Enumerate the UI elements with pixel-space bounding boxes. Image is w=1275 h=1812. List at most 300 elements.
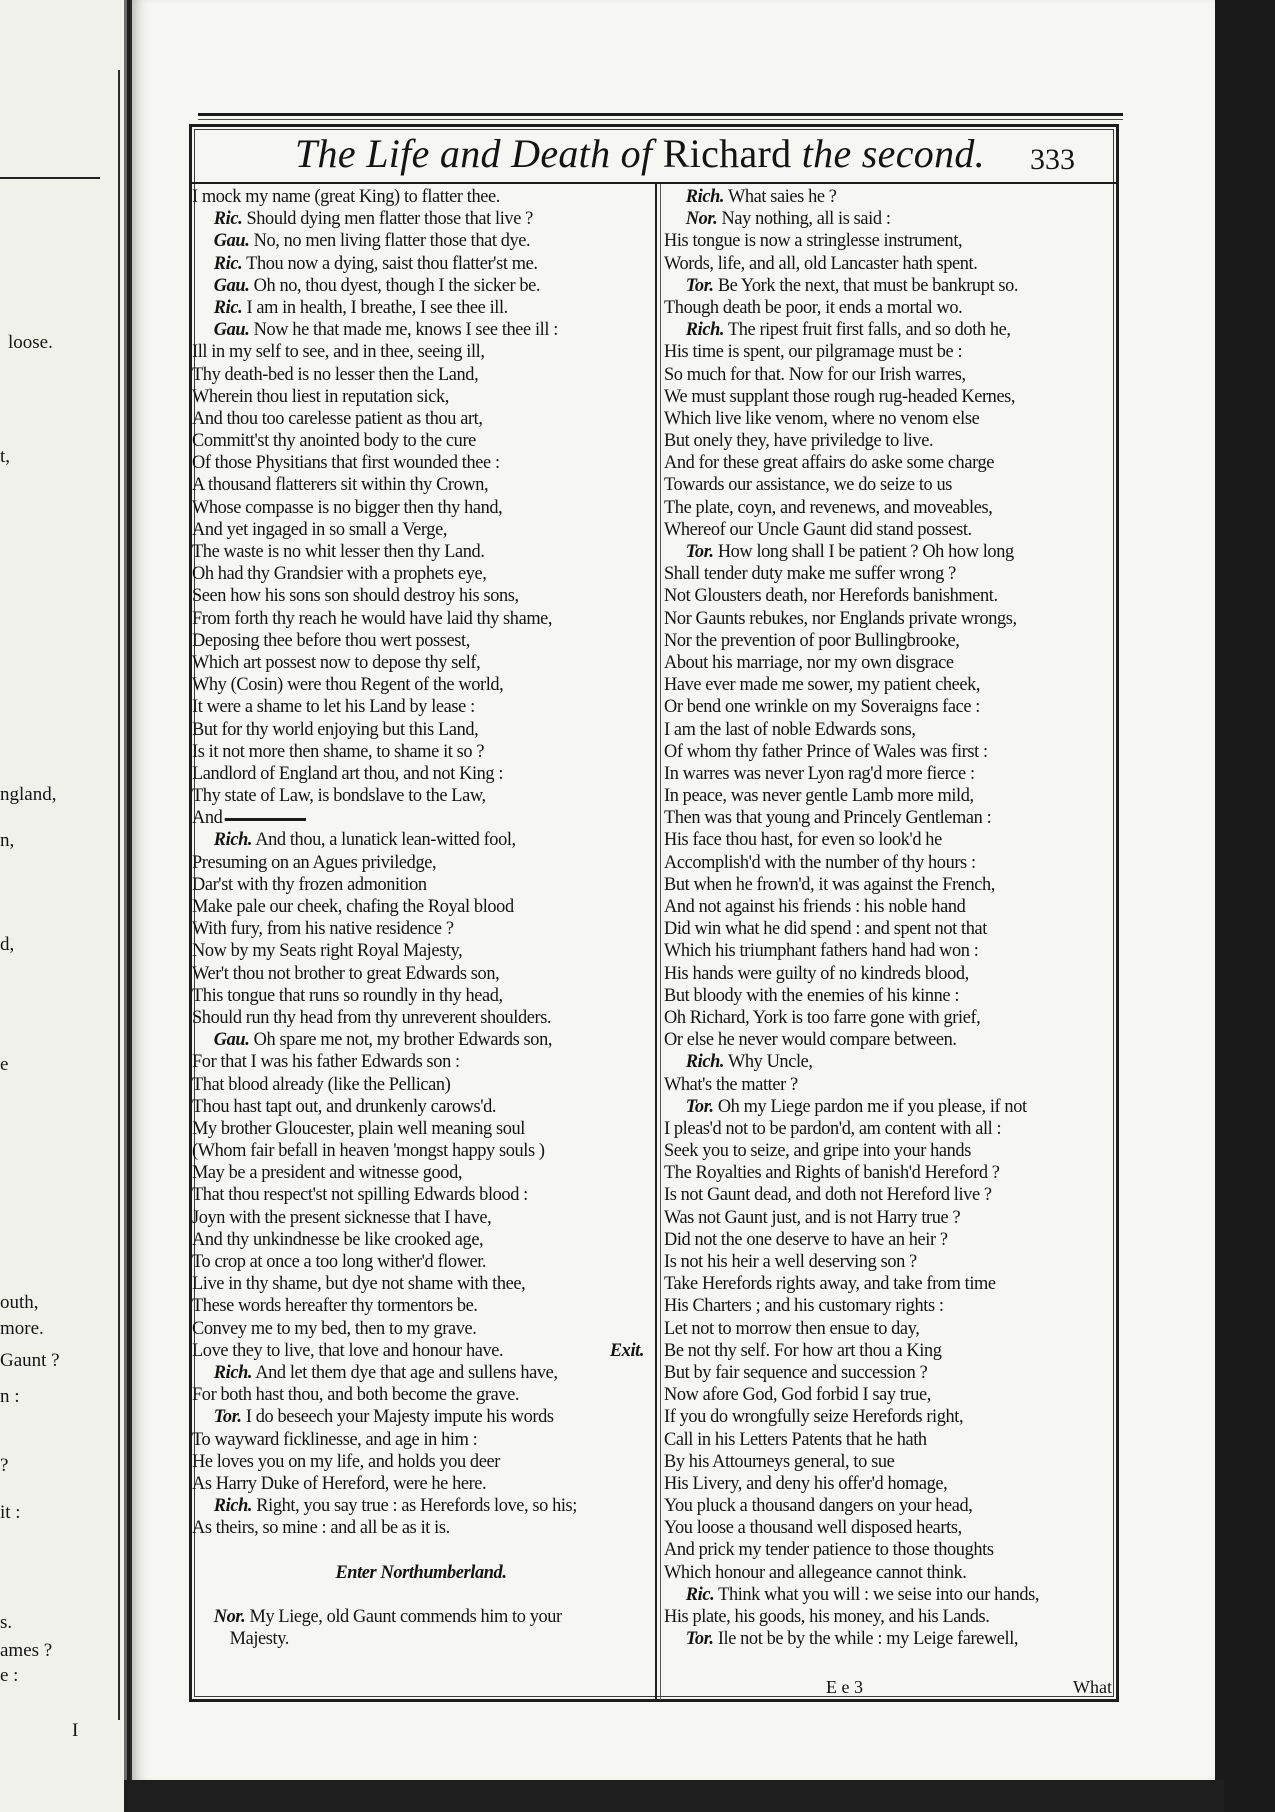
verse-text: Convey me to my bed, then to my grave. <box>192 1318 477 1339</box>
header-rule <box>189 182 1119 184</box>
previous-page-fragment: n : <box>0 1386 20 1407</box>
previous-page-fragment: loose. <box>8 332 53 353</box>
verse-line <box>192 1207 650 1229</box>
verse-text: His Livery, and deny his offer'd homage, <box>664 1473 948 1494</box>
verse-line <box>664 1162 1112 1184</box>
verse-line <box>664 674 1112 696</box>
verse-text: His tongue is now a stringlesse instrument, <box>664 231 963 252</box>
verse-text: Was not Gaunt just, and is not Harry true ? <box>664 1207 961 1228</box>
verse-text: It were a shame to let his Land by lease : <box>192 697 475 718</box>
verse-line <box>192 1517 650 1539</box>
verse-line <box>664 386 1112 408</box>
verse-text: As theirs, so mine : and all be as it is. <box>192 1518 450 1539</box>
previous-page-fragment: ? <box>0 1455 9 1476</box>
previous-page-fragment: ngland, <box>0 784 57 805</box>
verse-text: My Liege, old Gaunt commends him to your <box>249 1607 562 1627</box>
verse-text: Whose compasse is no bigger then thy hand, <box>192 497 503 518</box>
verse-text: Is not Gaunt dead, and doth not Hereford live ? <box>664 1185 992 1206</box>
verse-text: Wer't thou not brother to great Edwards son, <box>192 963 500 984</box>
verse-text: Thou now a dying, saist thou flatter'st me. <box>246 253 538 274</box>
previous-page-fragment: outh, <box>0 1292 39 1313</box>
verse-line <box>192 1096 650 1118</box>
verse-line <box>192 896 650 918</box>
verse-line <box>192 1606 650 1628</box>
verse-text: The waste is no whit lesser then thy Land. <box>192 542 485 562</box>
verse-line <box>192 1162 650 1184</box>
verse-line <box>192 1140 650 1162</box>
verse-line <box>192 1384 650 1406</box>
verse-text: Live in thy shame, but dye not shame with thee, <box>192 1274 526 1295</box>
verse-text: And <box>192 808 223 829</box>
verse-line <box>192 1318 650 1340</box>
verse-text: Shall tender duty make me suffer wrong ? <box>664 564 956 585</box>
verse-line <box>192 1007 650 1029</box>
verse-line <box>664 1429 1112 1451</box>
verse-line <box>664 829 1112 851</box>
verse-text: Which art possest now to depose thy self, <box>192 652 481 673</box>
verse-text: Nay nothing, all is said : <box>721 209 891 230</box>
verse-line <box>664 741 1112 763</box>
verse-text: Now he that made me, knows I see thee ill : <box>253 320 558 341</box>
verse-text: This tongue that runs so roundly in thy head, <box>192 985 503 1006</box>
previous-page-edge <box>0 0 127 1812</box>
verse-text: But by fair sequence and succession ? <box>664 1362 928 1383</box>
scan-background-right <box>1215 0 1275 1812</box>
previous-page-fragment: e : <box>0 1665 19 1686</box>
verse-text: Or bend one wrinkle on my Soveraigns face : <box>664 697 980 718</box>
verse-text: Should dying men flatter those that live ? <box>246 209 533 230</box>
verse-text: Make pale our cheek, chafing the Royal blood <box>192 897 514 917</box>
previous-page-fragment: more. <box>0 1318 44 1339</box>
verse-text: Oh no, thou dyest, though I the sicker be. <box>253 275 541 296</box>
verse-text: Thy death-bed is no lesser then the Land, <box>192 364 479 385</box>
verse-line <box>192 541 650 563</box>
verse-line <box>664 896 1112 918</box>
verse-line <box>192 807 650 829</box>
top-rule-thin <box>198 119 1123 120</box>
blank-line <box>192 1539 654 1561</box>
verse-text: Landlord of England art thou, and not King : <box>192 763 504 784</box>
verse-text: Wherein thou liest in reputation sick, <box>192 386 449 407</box>
verse-text: Presuming on an Agues priviledge, <box>192 852 437 873</box>
verse-line <box>192 1251 650 1273</box>
verse-line <box>664 1074 1112 1096</box>
verse-line <box>192 630 650 652</box>
scan-background-bottom <box>124 1780 1224 1812</box>
verse-line <box>192 1340 650 1362</box>
left-column <box>192 186 654 1650</box>
verse-text: Is not his heir a well deserving son ? <box>664 1252 917 1272</box>
verse-text: What saies he ? <box>727 187 837 207</box>
verse-line <box>192 1118 650 1140</box>
verse-line <box>192 1229 650 1251</box>
verse-text: You pluck a thousand dangers on your head, <box>664 1496 973 1517</box>
verse-line <box>192 829 650 851</box>
verse-line <box>664 785 1112 807</box>
verse-line <box>192 940 650 962</box>
verse-line <box>192 1295 650 1317</box>
verse-line <box>192 186 650 208</box>
verse-line <box>664 1029 1112 1051</box>
verse-line <box>664 563 1112 585</box>
verse-line <box>192 563 650 585</box>
verse-text: Not Glousters death, nor Herefords banishment. <box>664 586 998 607</box>
verse-text: Committ'st thy anointed body to the cure <box>192 431 476 452</box>
verse-text: I am in health, I breathe, I see thee ill. <box>246 297 508 318</box>
verse-text: Is it not more then shame, to shame it so ? <box>192 741 485 762</box>
verse-line <box>192 208 650 230</box>
speaker-prefix: Gau. <box>213 320 250 341</box>
verse-line <box>192 519 650 541</box>
title-part-1: The Life and Death of <box>295 131 663 176</box>
speaker-prefix: Rich. <box>685 1052 725 1073</box>
speaker-prefix: Gau. <box>213 275 250 296</box>
verse-line <box>664 208 1112 230</box>
verse-text: In warres was never Lyon rag'd more fierce : <box>664 763 975 784</box>
verse-text: Nor the prevention of poor Bullingbrooke, <box>664 630 960 651</box>
verse-line <box>664 1295 1112 1317</box>
verse-text: Be York the next, that must be bankrupt so. <box>717 275 1019 296</box>
verse-text: His Charters ; and his customary rights : <box>664 1296 944 1317</box>
verse-line <box>192 1451 650 1473</box>
verse-text: May be a president and witnesse good, <box>192 1163 463 1184</box>
previous-page-fragment: n, <box>0 830 15 851</box>
verse-text: Of whom thy father Prince of Wales was first : <box>664 741 988 762</box>
verse-text: With fury, from his native residence ? <box>192 919 454 940</box>
verse-line <box>664 1207 1112 1229</box>
verse-text: How long shall I be patient ? Oh how long <box>717 542 1014 562</box>
verse-line <box>192 408 650 430</box>
verse-text: Oh my Liege pardon me if you please, if not <box>717 1096 1027 1117</box>
speaker-prefix: Ric. <box>213 253 243 274</box>
verse-line <box>664 608 1112 630</box>
verse-line <box>192 341 650 363</box>
interruption-dash <box>224 818 305 821</box>
verse-line <box>664 1096 1112 1118</box>
verse-line <box>664 1184 1112 1206</box>
verse-text: I do beseech your Majesty impute his words <box>245 1407 554 1428</box>
verse-line <box>664 186 1112 208</box>
verse-line <box>192 1051 650 1073</box>
verse-line <box>664 1384 1112 1406</box>
verse-text: That thou respect'st not spilling Edwards blood : <box>192 1185 528 1206</box>
verse-text: Dar'st with thy frozen admonition <box>192 874 427 895</box>
verse-text: But onely they, have priviledge to live. <box>664 431 934 452</box>
speaker-prefix: Tor. <box>685 275 714 296</box>
verse-line <box>664 1606 1112 1628</box>
verse-line <box>192 386 650 408</box>
verse-text: What's the matter ? <box>664 1074 798 1095</box>
verse-text: Be not thy self. For how art thou a King <box>664 1340 942 1361</box>
speaker-prefix: Tor. <box>685 1096 714 1117</box>
previous-page-fragment: ames ? <box>0 1640 53 1661</box>
verse-text: To wayward ficklinesse, and age in him : <box>192 1429 478 1450</box>
verse-text: Oh had thy Grandsier with a prophets eye, <box>192 564 487 585</box>
verse-text: Now by my Seats right Royal Majesty, <box>192 941 463 962</box>
verse-line <box>192 230 650 252</box>
speaker-prefix: Gau. <box>213 1030 250 1051</box>
verse-line <box>192 1362 650 1384</box>
previous-page-fragment: Gaunt ? <box>0 1350 60 1371</box>
verse-line <box>664 652 1112 674</box>
verse-line <box>664 1495 1112 1517</box>
verse-text: Love they to live, that love and honour have. <box>192 1340 504 1361</box>
verse-line <box>192 1406 650 1428</box>
verse-text: And prick my tender patience to those thoughts <box>664 1540 994 1561</box>
verse-text: Oh Richard, York is too farre gone with grief, <box>664 1007 981 1028</box>
previous-page-fragment: it : <box>0 1502 21 1523</box>
verse-line <box>664 1517 1112 1539</box>
verse-line <box>664 918 1112 940</box>
verse-text: Should run thy head from thy unreverent shoulders. <box>192 1007 552 1028</box>
speaker-prefix: Nor. <box>685 209 718 230</box>
verse-line <box>192 319 650 341</box>
verse-text: Ill in my self to see, and in thee, seeing ill, <box>192 342 485 363</box>
verse-text: Which honour and allegeance cannot think. <box>664 1562 967 1583</box>
verse-line <box>664 852 1112 874</box>
verse-line <box>664 452 1112 474</box>
verse-text: These words hereafter thy tormentors be. <box>192 1296 478 1317</box>
verse-line <box>664 474 1112 496</box>
signature-mark: E e 3 <box>826 1677 863 1697</box>
verse-text: About his marriage, nor my own disgrace <box>664 652 954 673</box>
verse-text: Deposing thee before thou wert possest, <box>192 630 470 651</box>
verse-line <box>664 297 1112 319</box>
verse-text: And for these great affairs do aske some charge <box>664 453 994 474</box>
verse-line <box>192 719 650 741</box>
verse-line <box>192 918 650 940</box>
speaker-prefix: Rich. <box>213 1362 253 1383</box>
verse-line <box>192 1184 650 1206</box>
verse-text: Towards our assistance, we do seize to us <box>664 475 952 496</box>
verse-text: His time is spent, our pilgramage must be : <box>664 342 963 363</box>
verse-text: But for thy world enjoying but this Land, <box>192 719 479 740</box>
verse-text: I am the last of noble Edwards sons, <box>664 719 916 740</box>
verse-line <box>664 719 1112 741</box>
verse-line <box>192 1074 650 1096</box>
verse-text: Words, life, and all, old Lancaster hath spent. <box>664 253 978 274</box>
verse-line <box>664 230 1112 252</box>
verse-line <box>192 297 650 319</box>
verse-text: Whereof our Uncle Gaunt did stand possest. <box>664 519 972 540</box>
verse-text: You loose a thousand well disposed hearts, <box>664 1518 962 1539</box>
verse-text: My brother Gloucester, plain well meaning soul <box>192 1118 525 1139</box>
previous-page-fragment: t, <box>0 446 11 467</box>
verse-line <box>664 430 1112 452</box>
verse-text: Which live like venom, where no venom else <box>664 408 980 429</box>
speaker-prefix: Nor. <box>213 1607 246 1627</box>
verse-line <box>192 585 650 607</box>
verse-text: Accomplish'd with the number of thy hours : <box>664 852 976 873</box>
verse-text: For both hast thou, and both become the grave. <box>192 1385 520 1406</box>
verse-line <box>664 807 1112 829</box>
verse-text: Of those Physitians that first wounded thee : <box>192 453 500 474</box>
title-part-3: the second. <box>791 131 985 176</box>
top-rule <box>198 113 1123 116</box>
page-number: 333 <box>1030 143 1075 176</box>
verse-text: I pleas'd not to be pardon'd, am content with all : <box>664 1118 1002 1139</box>
speaker-prefix: Ric. <box>213 297 243 318</box>
previous-page-fragment: d, <box>0 934 15 955</box>
verse-line <box>664 341 1112 363</box>
verse-line <box>192 275 650 297</box>
verse-text: Thou hast tapt out, and drunkenly carows'd. <box>192 1096 497 1117</box>
verse-line <box>192 1473 650 1495</box>
verse-text: And thou, a lunatick lean-witted fool, <box>255 830 516 851</box>
verse-text: Ile not be by the while : my Leige farewell, <box>717 1629 1019 1650</box>
verse-text: Now afore God, God forbid I say true, <box>664 1385 931 1406</box>
speaker-prefix: Tor. <box>685 542 714 562</box>
verse-line <box>192 852 650 874</box>
verse-line <box>192 1495 650 1517</box>
verse-line <box>192 741 650 763</box>
verse-text: Call in his Letters Patents that he hath <box>664 1429 927 1450</box>
verse-line <box>192 1273 650 1295</box>
verse-line <box>664 1473 1112 1495</box>
verse-line <box>192 253 650 275</box>
verse-text: And thou too carelesse patient as thou art, <box>192 408 483 429</box>
verse-text: His hands were guilty of no kindreds blood, <box>664 963 969 984</box>
verse-text: And let them dye that age and sullens have, <box>255 1362 558 1383</box>
verse-line <box>192 696 650 718</box>
verse-text: Did win what he did spend : and spent not that <box>664 919 987 940</box>
verse-line <box>664 1584 1112 1606</box>
previous-page-fragment: e <box>0 1054 9 1075</box>
verse-text: Seek you to seize, and gripe into your hands <box>664 1141 971 1162</box>
verse-text: As Harry Duke of Hereford, were he here. <box>192 1473 487 1494</box>
verse-line <box>664 1229 1112 1251</box>
verse-text: Why Uncle, <box>727 1052 813 1073</box>
verse-text: No, no men living flatter those that dye. <box>253 231 531 252</box>
verse-text: And yet ingaged in so small a Verge, <box>192 519 448 540</box>
verse-line <box>664 408 1112 430</box>
verse-text: That blood already (like the Pellican) <box>192 1074 451 1095</box>
verse-text: In peace, was never gentle Lamb more mild, <box>664 786 974 807</box>
verse-text: Did not the one deserve to have an heir ? <box>664 1229 948 1250</box>
verse-line <box>192 1628 650 1650</box>
verse-text: Majesty. <box>229 1629 289 1650</box>
verse-line <box>664 1628 1112 1650</box>
verse-line <box>192 1029 650 1051</box>
verse-text: We must supplant those rough rug-headed Kernes, <box>664 386 1016 407</box>
speaker-prefix: Tor. <box>213 1407 242 1428</box>
running-title <box>295 126 985 182</box>
previous-page-fragment: s. <box>0 1612 13 1633</box>
blank-line <box>192 1584 654 1606</box>
verse-text: For that I was his father Edwards son : <box>192 1052 460 1073</box>
previous-page-fragment: I <box>72 1720 79 1741</box>
verse-text: By his Attourneys general, to sue <box>664 1451 895 1472</box>
verse-text: Joyn with the present sicknesse that I have, <box>192 1207 492 1228</box>
verse-line <box>664 1051 1112 1073</box>
verse-line <box>664 497 1112 519</box>
verse-line <box>664 963 1112 985</box>
stage-direction: Enter Northumberland. <box>335 1562 507 1583</box>
verse-line <box>664 630 1112 652</box>
verse-line <box>664 874 1112 896</box>
verse-line <box>664 541 1112 563</box>
verse-text: Have ever made me sower, my patient cheek, <box>664 675 981 696</box>
verse-text: Though death be poor, it ends a mortal wo. <box>664 297 963 318</box>
verse-line <box>192 474 650 496</box>
speaker-prefix: Gau. <box>213 231 250 252</box>
verse-line <box>192 785 650 807</box>
verse-line <box>192 452 650 474</box>
verse-text: To crop at once a too long wither'd flower. <box>192 1252 487 1272</box>
verse-line <box>192 430 650 452</box>
verse-line <box>664 940 1112 962</box>
verse-text: But bloody with the enemies of his kinne : <box>664 985 960 1006</box>
verse-text: Thy state of Law, is bondslave to the Law, <box>192 786 486 807</box>
verse-line <box>664 275 1112 297</box>
verse-text: Nor Gaunts rebukes, nor Englands private wrongs, <box>664 608 1017 629</box>
verse-line <box>664 985 1112 1007</box>
verse-line <box>664 1340 1112 1362</box>
speaker-prefix: Tor. <box>685 1629 714 1650</box>
verse-line <box>192 674 650 696</box>
verse-line <box>192 985 650 1007</box>
verse-line <box>192 497 650 519</box>
verse-text: Seen how his sons son should destroy his sons, <box>192 586 519 607</box>
verse-text: Then was that young and Princely Gentleman : <box>664 808 992 829</box>
verse-text: And thy unkindnesse be like crooked age, <box>192 1229 484 1250</box>
verse-line <box>664 519 1112 541</box>
verse-line <box>664 1562 1112 1584</box>
verse-text: The plate, coyn, and revenews, and moveables, <box>664 497 993 518</box>
verse-line <box>664 319 1112 341</box>
verse-line <box>192 963 650 985</box>
speaker-prefix: Rich. <box>213 1496 253 1517</box>
speaker-prefix: Ric. <box>685 1584 715 1605</box>
verse-text: He loves you on my life, and holds you deer <box>192 1451 500 1472</box>
verse-line <box>192 364 650 386</box>
verse-line <box>664 696 1112 718</box>
verse-line <box>664 1318 1112 1340</box>
verse-text: Why (Cosin) were thou Regent of the world, <box>192 675 504 696</box>
verse-text: Right, you say true : as Herefords love, so his; <box>256 1496 577 1517</box>
title-part-2: Richard <box>662 131 792 176</box>
verse-line <box>192 1429 650 1451</box>
verse-line <box>664 1118 1112 1140</box>
verse-text: The Royalties and Rights of banish'd Hereford ? <box>664 1163 1000 1184</box>
verse-line <box>664 1451 1112 1473</box>
column-divider <box>655 184 657 1700</box>
verse-line <box>664 1140 1112 1162</box>
previous-page-border <box>118 70 120 1720</box>
previous-page-rule <box>0 177 100 179</box>
verse-text: His face thou hast, for even so look'd he <box>664 830 942 851</box>
verse-line <box>664 1406 1112 1428</box>
verse-text: A thousand flatterers sit within thy Crown, <box>192 475 489 496</box>
speaker-prefix: Rich. <box>685 187 725 207</box>
verse-text: From forth thy reach he would have laid thy shame, <box>192 608 553 629</box>
verse-text: His plate, his goods, his money, and his Lands. <box>664 1607 990 1627</box>
verse-line <box>664 1273 1112 1295</box>
verse-text: Oh spare me not, my brother Edwards son, <box>253 1030 553 1051</box>
verse-line <box>664 253 1112 275</box>
verse-text: I mock my name (great King) to flatter thee. <box>192 187 500 207</box>
verse-text: And not against his friends : his noble hand <box>664 897 966 917</box>
column-divider-thin <box>660 184 661 1700</box>
speaker-prefix: Ric. <box>213 209 243 230</box>
verse-line <box>664 1539 1112 1561</box>
verse-text: Think what you will : we seise into our hands, <box>718 1584 1040 1605</box>
verse-text: So much for that. Now for our Irish warres, <box>664 364 966 385</box>
verse-text: If you do wrongfully seize Herefords right, <box>664 1407 964 1428</box>
verse-line <box>192 652 650 674</box>
verse-text: Which his triumphant fathers hand had won : <box>664 941 979 962</box>
verse-text: Let not to morrow then ensue to day, <box>664 1318 920 1339</box>
